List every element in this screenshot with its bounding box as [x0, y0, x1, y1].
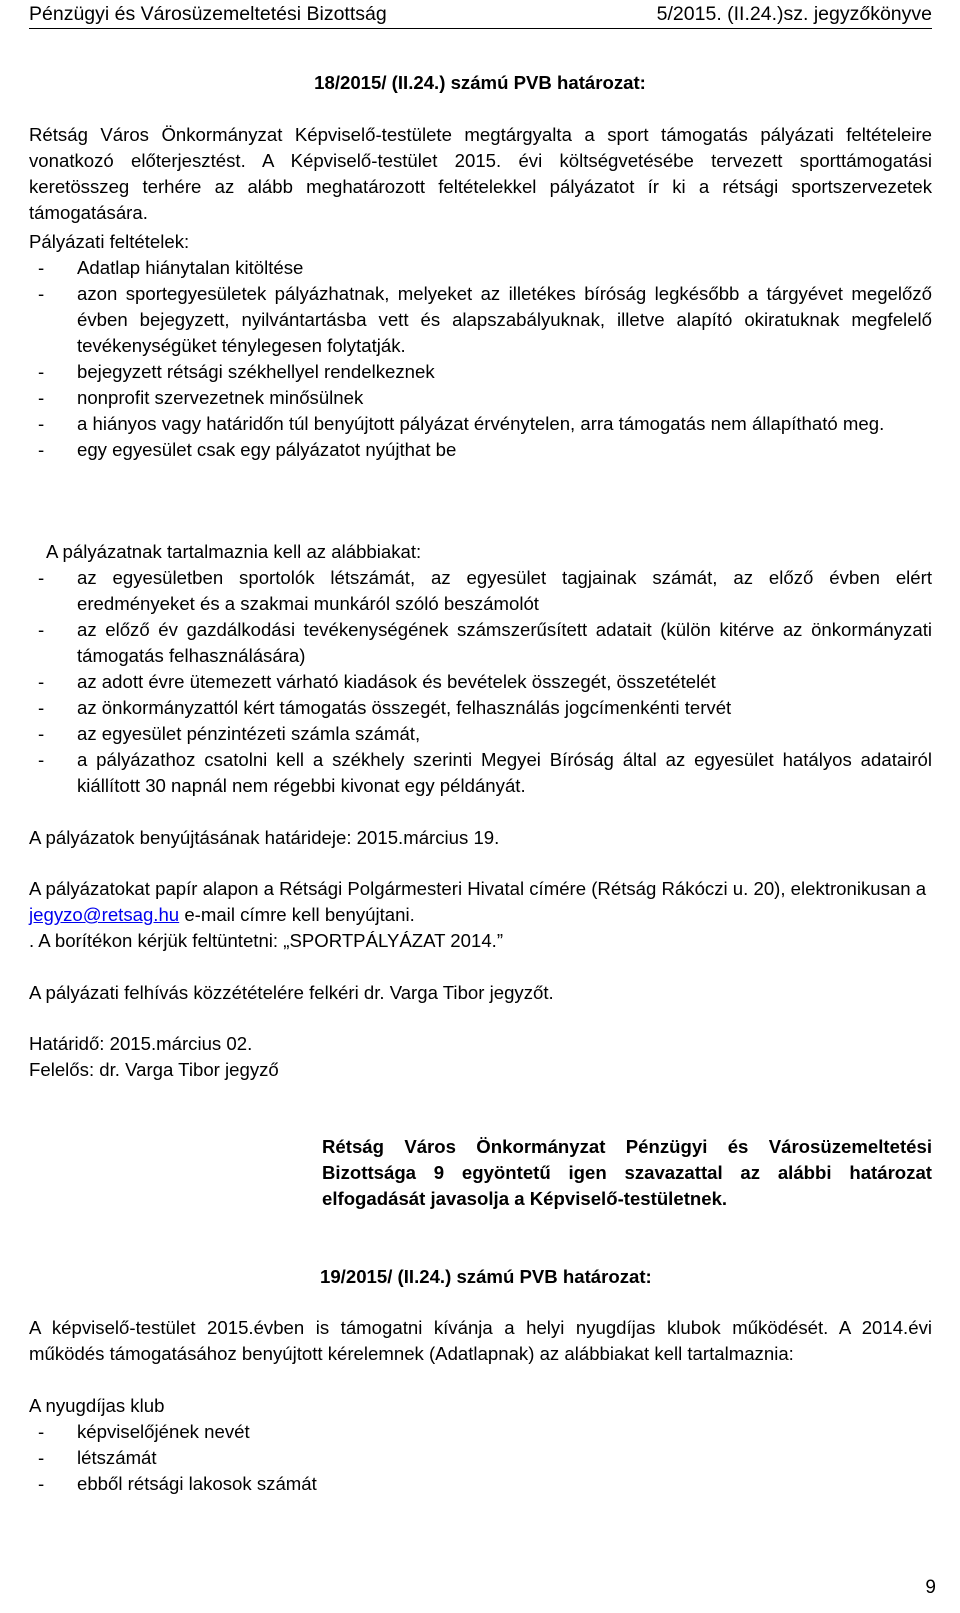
list-item: - a hiányos vagy határidőn túl benyújtott pályázat érvénytelen, arra támogatás nem állapítható meg.	[29, 411, 932, 437]
list-item: - létszámát	[29, 1445, 932, 1471]
committee-recommendation: Rétság Város Önkormányzat Pénzügyi és Városüzemeltetési Bizottsága 9 egyöntetű igen szavazattal az alábbi határozat elfogadását javasolja a Képviselő-testületnek.	[322, 1136, 932, 1209]
list-item: - az előző év gazdálkodási tevékenységének számszerűsített adatait (külön kitérve az önkormányzati támogatás felhasználására)	[29, 617, 932, 669]
due-date: Határidő: 2015.március 02.	[29, 1033, 253, 1054]
conditions-block	[29, 229, 932, 463]
publication-note: A pályázati felhívás közzétételére felkéri dr. Varga Tibor jegyzőt.	[29, 982, 554, 1003]
list-item: - az egyesületben sportolók létszámát, az egyesület tagjainak számát, az előző évben elért eredményeket és a szakmai munkáról szóló beszámolót	[29, 565, 932, 617]
list-item: - képviselőjének nevét	[29, 1419, 932, 1445]
list-item: - ebből rétsági lakosok számát	[29, 1471, 932, 1497]
conditions-list	[29, 255, 932, 463]
conditions-title: Pályázati feltételek:	[29, 231, 190, 252]
page-header	[29, 0, 932, 29]
submission-text: A pályázatokat papír alapon a Rétsági Polgármesteri Hivatal címére (Rétság Rákóczi u. 20), elektronikusan a	[29, 878, 927, 899]
club-requirements	[29, 1393, 932, 1497]
page-number: 9	[925, 1577, 936, 1598]
list-item: - Adatlap hiánytalan kitöltése	[29, 255, 932, 281]
resolution-19-title: 19/2015/ (II.24.) számú PVB határozat:	[320, 1266, 652, 1287]
submission-instructions	[29, 876, 932, 928]
header-minutes-ref: 5/2015. (II.24.)sz. jegyzőkönyve	[656, 3, 932, 25]
list-item: - a pályázathoz csatolni kell a székhely szerinti Megyei Bíróság által az egyesület hatályos adatairól kiállított 30 napnál nem régebbi kivonat egy példányát.	[29, 747, 932, 799]
list-item: - az adott évre ütemezett várható kiadások és bevételek összegét, összetételét	[29, 669, 932, 695]
submission-text-end: e-mail címre kell benyújtani.	[179, 904, 415, 925]
list-item: - egy egyesület csak egy pályázatot nyújthat be	[29, 437, 932, 463]
resolution-18-intro: Rétság Város Önkormányzat Képviselő-testülete megtárgyalta a sport támogatás pályázati feltételeire vonatkozó előterjesztést. A Képviselő-testület 2015. évi költségvetésébe tervezett sporttámogatási keretösszeg terhére az alább meghatározott feltételekkel pályázatot ír ki a rétsági sportszervezetek támogatására.	[29, 124, 932, 223]
submission-deadline: A pályázatok benyújtásának határideje: 2015.március 19.	[29, 827, 500, 848]
envelope-note: . A borítékon kérjük feltüntetni: „SPORTPÁLYÁZAT 2014.”	[29, 930, 504, 951]
list-item: - nonprofit szervezetnek minősülnek	[29, 385, 932, 411]
resolution-18-title: 18/2015/ (II.24.) számú PVB határozat:	[314, 72, 646, 93]
contents-title: A pályázatnak tartalmaznia kell az alábbiakat:	[46, 541, 422, 562]
resolution-19-intro: A képviselő-testület 2015.évben is támogatni kívánja a helyi nyugdíjas klubok működését. A 2014.évi működés támogatásához benyújtott kérelemnek (Adatlapnak) az alábbiakat kell tartalmaznia:	[29, 1317, 932, 1364]
responsible-person: Felelős: dr. Varga Tibor jegyző	[29, 1059, 279, 1080]
list-item: - az egyesület pénzintézeti számla számát,	[29, 721, 932, 747]
header-committee: Pénzügyi és Városüzemeltetési Bizottság	[29, 3, 387, 25]
email-link[interactable]: jegyzo@retsag.hu	[29, 904, 180, 925]
club-items-list	[29, 1419, 932, 1497]
list-item: - azon sportegyesületek pályázhatnak, melyeket az illetékes bíróság legkésőbb a tárgyévet megelőző évben bejegyzett, nyilvántartásba vett és alapszabályuknak, illetve alapító okiratuknak megfelelő tevékenységüket ténylegesen folytatják.	[29, 281, 932, 359]
club-label: A nyugdíjas klub	[29, 1395, 165, 1416]
list-item: - az önkormányzattól kért támogatás összegét, felhasználás jogcímenkénti tervét	[29, 695, 932, 721]
contents-block	[29, 539, 932, 799]
list-item: - bejegyzett rétsági székhellyel rendelkeznek	[29, 359, 932, 385]
contents-list	[29, 565, 932, 799]
